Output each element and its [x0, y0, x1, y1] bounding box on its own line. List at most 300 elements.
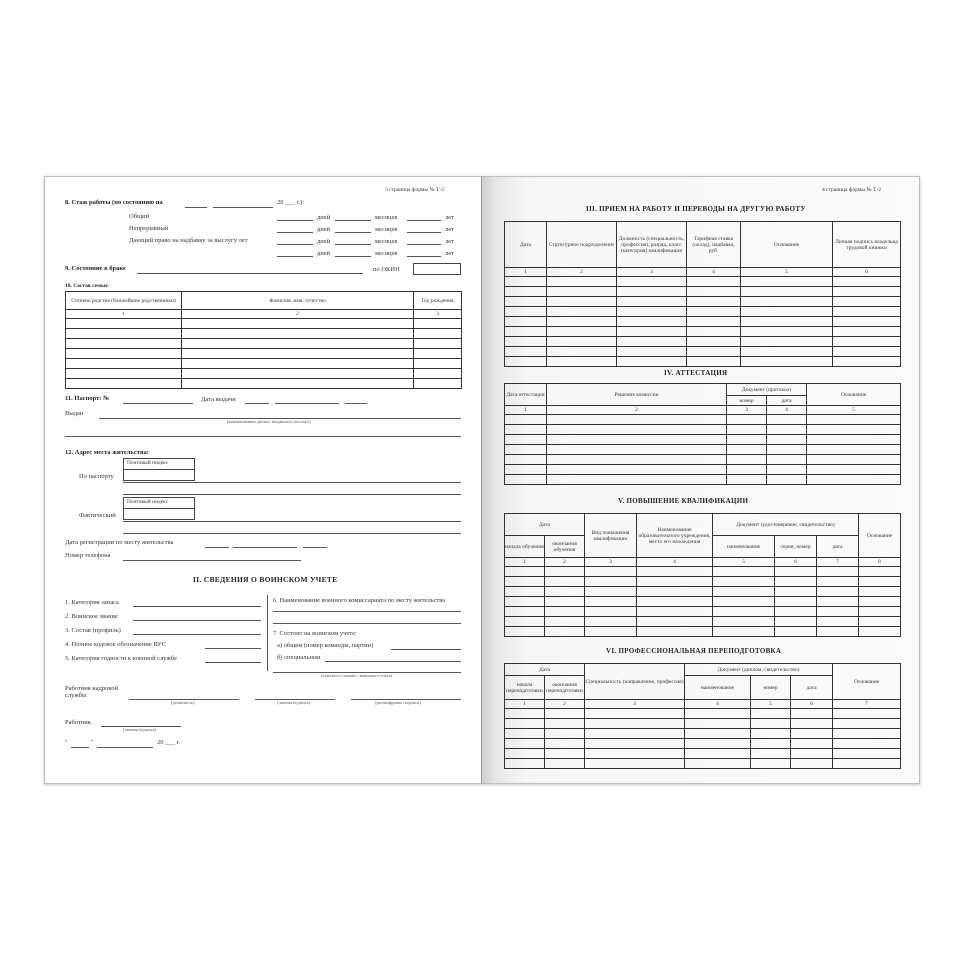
table-cell[interactable]: [547, 357, 617, 367]
table-cell[interactable]: [833, 347, 901, 357]
table-cell[interactable]: [741, 347, 833, 357]
column-number: 4: [685, 700, 751, 709]
table-cell[interactable]: [767, 415, 807, 425]
table-cell[interactable]: [617, 277, 687, 287]
issue-day-line[interactable]: [245, 403, 269, 404]
table-cell[interactable]: [775, 607, 817, 617]
table-cell[interactable]: [585, 597, 637, 607]
table-cell[interactable]: [713, 627, 775, 637]
table-cell[interactable]: [66, 379, 182, 389]
table-cell[interactable]: [637, 617, 713, 627]
table-cell[interactable]: [751, 739, 791, 749]
table-cell[interactable]: [833, 297, 901, 307]
table-cell[interactable]: [547, 317, 617, 327]
table-cell[interactable]: [751, 749, 791, 759]
column-number: 2: [547, 406, 727, 415]
passport-number-line[interactable]: [123, 403, 193, 404]
actual-address-line-2[interactable]: [123, 533, 461, 534]
table-cell[interactable]: [833, 709, 901, 719]
table-cell[interactable]: [859, 577, 901, 587]
table-cell[interactable]: [585, 739, 685, 749]
table-cell[interactable]: [505, 587, 545, 597]
table-cell[interactable]: [547, 347, 617, 357]
table-cell[interactable]: [637, 587, 713, 597]
table-cell[interactable]: [505, 607, 545, 617]
actual-address-label: Фактический: [79, 512, 116, 519]
table-cell[interactable]: [547, 307, 617, 317]
table-cell[interactable]: [751, 709, 791, 719]
table-cell[interactable]: [833, 729, 901, 739]
table-cell[interactable]: [545, 759, 585, 769]
months-line[interactable]: [335, 256, 371, 257]
signature-caption: (личная подпись): [277, 700, 311, 705]
table-cell[interactable]: [547, 425, 727, 435]
table-subheader: окончания обучения: [545, 536, 585, 558]
months-line[interactable]: [335, 244, 371, 245]
military-item-line[interactable]: [133, 634, 261, 635]
table-cell[interactable]: [414, 349, 462, 359]
table-cell[interactable]: [727, 425, 767, 435]
table-cell[interactable]: [66, 329, 182, 339]
days-line[interactable]: [277, 232, 313, 233]
table-cell[interactable]: [585, 709, 685, 719]
table-cell[interactable]: [547, 337, 617, 347]
issued-by-label: Выдан: [65, 410, 84, 417]
table-cell[interactable]: [687, 277, 741, 287]
military-item-line[interactable]: [205, 662, 261, 663]
table-cell[interactable]: [833, 277, 901, 287]
military-item-line[interactable]: [133, 606, 261, 607]
table-cell[interactable]: [414, 319, 462, 329]
table-cell[interactable]: [585, 567, 637, 577]
column-number: 5: [751, 700, 791, 709]
table-cell[interactable]: [713, 577, 775, 587]
table-cell[interactable]: [505, 597, 545, 607]
table-cell[interactable]: [545, 617, 585, 627]
table-cell[interactable]: [545, 627, 585, 637]
table-cell[interactable]: [505, 567, 545, 577]
table-cell[interactable]: [505, 719, 545, 729]
column-number: 1: [66, 310, 182, 319]
table-cell[interactable]: [727, 445, 767, 455]
table-cell[interactable]: [687, 317, 741, 327]
table-subheader: начала переподготовки: [505, 676, 545, 700]
table-cell[interactable]: [775, 627, 817, 637]
table-cell[interactable]: [182, 329, 414, 339]
table-cell[interactable]: [791, 739, 833, 749]
table-cell[interactable]: [767, 465, 807, 475]
days-line[interactable]: [277, 244, 313, 245]
table-cell[interactable]: [833, 287, 901, 297]
table-cell[interactable]: [807, 435, 901, 445]
table-cell[interactable]: [66, 349, 182, 359]
issued-by-line-2[interactable]: [65, 436, 461, 437]
days-unit: дней: [317, 250, 331, 257]
table-cell[interactable]: [817, 607, 859, 617]
military-item-line[interactable]: [133, 620, 261, 621]
table-cell[interactable]: [547, 415, 727, 425]
table-cell[interactable]: [637, 597, 713, 607]
table-cell[interactable]: [617, 357, 687, 367]
military-item: 1. Категория запаса: [65, 599, 119, 606]
table-cell[interactable]: [767, 425, 807, 435]
table-cell[interactable]: [727, 465, 767, 475]
page-corner-note: 4 страница формы № Т-2: [822, 187, 881, 193]
column-number: 3: [585, 558, 637, 567]
table-cell[interactable]: [505, 445, 547, 455]
table-cell[interactable]: [505, 617, 545, 627]
table-cell[interactable]: [741, 337, 833, 347]
table-cell[interactable]: [741, 277, 833, 287]
table-cell[interactable]: [685, 709, 751, 719]
table-cell[interactable]: [817, 617, 859, 627]
table-cell[interactable]: [505, 739, 545, 749]
table-cell[interactable]: [547, 465, 727, 475]
military-item: 2. Воинское звание: [65, 613, 118, 620]
table-cell[interactable]: [751, 759, 791, 769]
table-cell[interactable]: [775, 617, 817, 627]
table-header: Специальность (направление, профессия): [585, 664, 685, 700]
table-cell[interactable]: [685, 739, 751, 749]
months-line[interactable]: [335, 232, 371, 233]
table-cell[interactable]: [182, 379, 414, 389]
table-cell[interactable]: [505, 759, 545, 769]
table-cell[interactable]: [545, 709, 585, 719]
sign-month-line[interactable]: [97, 747, 153, 748]
table-cell[interactable]: [585, 627, 637, 637]
table-cell[interactable]: [505, 347, 547, 357]
years-unit: лет: [445, 214, 454, 221]
qualification-table: [504, 513, 901, 637]
military-item-line[interactable]: [325, 661, 461, 662]
table-cell[interactable]: [775, 567, 817, 577]
column-number: 3: [617, 268, 687, 277]
table-cell[interactable]: [617, 307, 687, 317]
employment-table: [504, 221, 901, 367]
table-cell[interactable]: [687, 337, 741, 347]
table-cell[interactable]: [637, 607, 713, 617]
registration-year-line[interactable]: [303, 547, 327, 548]
table-cell[interactable]: [414, 369, 462, 379]
table-cell[interactable]: [727, 455, 767, 465]
experience-row-label: Непрерывный: [129, 225, 169, 232]
military-item-line[interactable]: [205, 648, 261, 649]
sign-day-line[interactable]: [71, 747, 89, 748]
table-cell[interactable]: [545, 567, 585, 577]
table-cell[interactable]: [791, 709, 833, 719]
days-line[interactable]: [277, 256, 313, 257]
passport-address-line-2[interactable]: [123, 494, 461, 495]
family-label: 10. Состав семьи:: [65, 283, 109, 289]
table-cell[interactable]: [66, 319, 182, 329]
table-cell[interactable]: [687, 307, 741, 317]
table-cell[interactable]: [791, 719, 833, 729]
table-cell[interactable]: [807, 475, 901, 485]
table-cell[interactable]: [687, 347, 741, 357]
table-cell[interactable]: [585, 617, 637, 627]
table-cell[interactable]: [685, 759, 751, 769]
table-cell[interactable]: [687, 297, 741, 307]
table-cell[interactable]: [713, 567, 775, 577]
table-cell[interactable]: [775, 577, 817, 587]
table-cell[interactable]: [859, 587, 901, 597]
table-cell[interactable]: [741, 287, 833, 297]
table-cell[interactable]: [617, 337, 687, 347]
table-cell[interactable]: [637, 567, 713, 577]
issue-year-line[interactable]: [345, 403, 367, 404]
years-unit: лет: [445, 250, 454, 257]
table-cell[interactable]: [66, 339, 182, 349]
passport-address-label: По паспорту: [79, 473, 114, 480]
table-cell[interactable]: [751, 719, 791, 729]
table-cell[interactable]: [545, 577, 585, 587]
section-title: IV. АТТЕСТАЦИЯ: [664, 369, 728, 377]
table-cell[interactable]: [547, 475, 727, 485]
table-cell[interactable]: [727, 415, 767, 425]
table-cell[interactable]: [859, 607, 901, 617]
table-cell[interactable]: [859, 567, 901, 577]
table-cell[interactable]: [505, 415, 547, 425]
table-cell[interactable]: [687, 357, 741, 367]
table-cell[interactable]: [833, 739, 901, 749]
table-cell[interactable]: [807, 425, 901, 435]
military-title: II. СВЕДЕНИЯ О ВОИНСКОМ УЧЕТЕ: [193, 575, 338, 584]
military-item-line[interactable]: [273, 623, 461, 624]
table-cell[interactable]: [505, 337, 547, 347]
table-cell[interactable]: [505, 749, 545, 759]
table-cell[interactable]: [751, 729, 791, 739]
table-cell[interactable]: [505, 709, 545, 719]
table-cell[interactable]: [833, 357, 901, 367]
table-cell[interactable]: [585, 749, 685, 759]
table-header: Структурное подразделение: [547, 222, 617, 268]
table-cell[interactable]: [505, 455, 547, 465]
table-subheader: серия, номер: [775, 536, 817, 558]
registration-month-line[interactable]: [233, 547, 297, 548]
table-cell[interactable]: [741, 317, 833, 327]
table-cell[interactable]: [727, 435, 767, 445]
table-cell[interactable]: [545, 607, 585, 617]
table-cell[interactable]: [685, 749, 751, 759]
table-cell[interactable]: [182, 369, 414, 379]
table-cell[interactable]: [833, 759, 901, 769]
table-cell[interactable]: [505, 357, 547, 367]
years-line[interactable]: [407, 232, 441, 233]
table-cell[interactable]: [767, 475, 807, 485]
page-corner-note: 3 страница формы № Т-2: [385, 187, 444, 193]
table-cell[interactable]: [547, 435, 727, 445]
date-month-line[interactable]: [213, 207, 273, 208]
years-line[interactable]: [407, 220, 441, 221]
table-cell[interactable]: [817, 577, 859, 587]
table-cell[interactable]: [713, 617, 775, 627]
table-cell[interactable]: [637, 577, 713, 587]
table-cell[interactable]: [545, 729, 585, 739]
table-cell[interactable]: [617, 347, 687, 357]
table-cell[interactable]: [833, 327, 901, 337]
postal-index-value-box[interactable]: [123, 468, 195, 481]
table-cell[interactable]: [713, 607, 775, 617]
table-cell[interactable]: [547, 287, 617, 297]
table-cell[interactable]: [182, 359, 414, 369]
table-cell[interactable]: [414, 329, 462, 339]
column-number: 3: [585, 700, 685, 709]
postal-index-value-box[interactable]: [123, 507, 195, 520]
marital-status-line[interactable]: [137, 273, 363, 274]
column-number: 6: [775, 558, 817, 567]
table-cell[interactable]: [585, 607, 637, 617]
table-cell[interactable]: [741, 307, 833, 317]
table-cell[interactable]: [414, 379, 462, 389]
table-cell[interactable]: [66, 369, 182, 379]
table-cell[interactable]: [775, 597, 817, 607]
table-cell[interactable]: [585, 719, 685, 729]
table-cell[interactable]: [182, 339, 414, 349]
table-cell[interactable]: [741, 357, 833, 367]
years-line[interactable]: [407, 256, 441, 257]
table-cell[interactable]: [505, 287, 547, 297]
table-cell[interactable]: [585, 759, 685, 769]
table-cell[interactable]: [807, 445, 901, 455]
table-cell[interactable]: [833, 337, 901, 347]
table-cell[interactable]: [859, 617, 901, 627]
table-cell[interactable]: [617, 297, 687, 307]
phone-line[interactable]: [123, 560, 301, 561]
passport-address-line[interactable]: [123, 482, 461, 483]
signature-caption: (должность): [171, 700, 195, 705]
table-cell[interactable]: [505, 627, 545, 637]
table-cell[interactable]: [505, 297, 547, 307]
days-unit: дней: [317, 238, 331, 245]
table-cell[interactable]: [505, 465, 547, 475]
table-cell[interactable]: [505, 425, 547, 435]
column-number: 1: [505, 700, 545, 709]
column-number: 6: [833, 268, 901, 277]
column-number: 2: [545, 700, 585, 709]
table-cell[interactable]: [807, 465, 901, 475]
table-header: Должность (специальность, профессия), разряд, класс (категория) квалификации: [617, 222, 687, 268]
table-cell[interactable]: [833, 317, 901, 327]
table-cell[interactable]: [547, 327, 617, 337]
table-cell[interactable]: [617, 327, 687, 337]
postal-index-label: Почтовый индекс: [127, 499, 169, 505]
table-cell[interactable]: [775, 587, 817, 597]
attestation-table: [504, 383, 901, 485]
table-header: Фамилия, имя, отчество: [182, 292, 414, 310]
table-cell[interactable]: [817, 627, 859, 637]
table-cell[interactable]: [545, 739, 585, 749]
table-cell[interactable]: [414, 359, 462, 369]
table-cell[interactable]: [547, 455, 727, 465]
column-number: 6: [791, 700, 833, 709]
months-unit: месяцев: [375, 250, 398, 257]
table-cell[interactable]: [713, 587, 775, 597]
table-cell[interactable]: [505, 729, 545, 739]
table-cell[interactable]: [637, 627, 713, 637]
months-unit: месяцев: [375, 226, 398, 233]
okin-code-box[interactable]: [413, 263, 461, 275]
table-cell[interactable]: [687, 327, 741, 337]
years-line[interactable]: [407, 244, 441, 245]
table-cell[interactable]: [414, 339, 462, 349]
table-cell[interactable]: [505, 475, 547, 485]
table-cell[interactable]: [617, 317, 687, 327]
table-cell[interactable]: [859, 627, 901, 637]
table-cell[interactable]: [505, 307, 547, 317]
table-cell[interactable]: [833, 719, 901, 729]
table-cell[interactable]: [713, 597, 775, 607]
issue-month-line[interactable]: [275, 403, 339, 404]
table-cell[interactable]: [505, 317, 547, 327]
table-cell[interactable]: [741, 327, 833, 337]
table-cell[interactable]: [547, 297, 617, 307]
table-cell[interactable]: [767, 455, 807, 465]
table-cell[interactable]: [817, 567, 859, 577]
table-subheader: дата: [791, 676, 833, 700]
table-cell[interactable]: [585, 587, 637, 597]
table-cell[interactable]: [685, 729, 751, 739]
table-cell[interactable]: [505, 435, 547, 445]
date-day-line[interactable]: [185, 207, 207, 208]
table-cell[interactable]: [545, 597, 585, 607]
military-caption: (отметка о снятии с воинского учета): [321, 673, 393, 678]
table-cell[interactable]: [617, 287, 687, 297]
table-cell[interactable]: [505, 277, 547, 287]
table-cell[interactable]: [505, 327, 547, 337]
table-cell[interactable]: [585, 577, 637, 587]
table-cell[interactable]: [859, 597, 901, 607]
column-number: 2: [547, 268, 617, 277]
table-cell[interactable]: [791, 749, 833, 759]
table-cell[interactable]: [547, 277, 617, 287]
table-cell[interactable]: [807, 415, 901, 425]
actual-address-line[interactable]: [123, 521, 461, 522]
table-cell[interactable]: [817, 587, 859, 597]
table-cell[interactable]: [833, 307, 901, 317]
table-cell[interactable]: [687, 287, 741, 297]
table-cell[interactable]: [741, 297, 833, 307]
table-cell[interactable]: [817, 597, 859, 607]
table-cell[interactable]: [545, 719, 585, 729]
table-cell[interactable]: [807, 455, 901, 465]
column-number: 7: [833, 700, 901, 709]
months-line[interactable]: [335, 220, 371, 221]
military-divider: [267, 595, 268, 671]
registration-day-line[interactable]: [205, 547, 229, 548]
table-cell[interactable]: [182, 319, 414, 329]
table-cell[interactable]: [545, 749, 585, 759]
table-cell[interactable]: [182, 349, 414, 359]
months-unit: месяцев: [375, 238, 398, 245]
table-cell[interactable]: [767, 435, 807, 445]
table-cell[interactable]: [791, 759, 833, 769]
table-cell[interactable]: [585, 729, 685, 739]
table-cell[interactable]: [545, 587, 585, 597]
table-cell[interactable]: [833, 749, 901, 759]
military-item: 3. Состав (профиль): [65, 627, 121, 634]
days-line[interactable]: [277, 220, 313, 221]
table-cell[interactable]: [727, 475, 767, 485]
months-unit: месяцев: [375, 214, 398, 221]
table-cell[interactable]: [66, 359, 182, 369]
military-item-line[interactable]: [391, 649, 461, 650]
table-cell[interactable]: [791, 729, 833, 739]
military-item-line[interactable]: [273, 611, 461, 612]
table-cell[interactable]: [767, 445, 807, 455]
table-cell[interactable]: [547, 445, 727, 455]
table-cell[interactable]: [685, 719, 751, 729]
table-cell[interactable]: [505, 577, 545, 587]
